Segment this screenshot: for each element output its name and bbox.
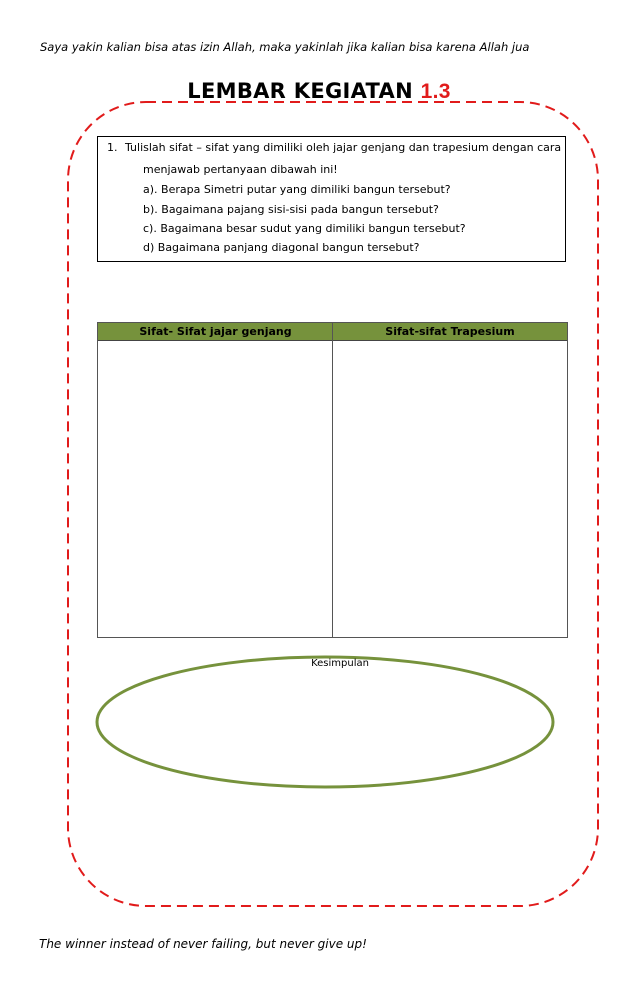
instruction-line: menjawab pertanyaan dibawah ini!	[143, 163, 338, 176]
conclusion-ellipse	[97, 657, 553, 787]
question-d: d) Bagaimana panjang diagonal bangun tersebut?	[143, 241, 420, 254]
title-number: 1.3	[420, 80, 451, 103]
instruction-number: 1.	[107, 141, 118, 154]
table-header-jajar-genjang: Sifat- Sifat jajar genjang	[139, 325, 292, 338]
table-header-trapesium: Sifat-sifat Trapesium	[385, 325, 515, 338]
page-title	[0, 79, 638, 104]
question-c: c). Bagaimana besar sudut yang dimiliki bangun tersebut?	[143, 222, 466, 235]
instruction-line: Tulislah sifat – sifat yang dimiliki oleh jajar genjang dan trapesium dengan cara	[125, 141, 562, 154]
header-quote: Saya yakin kalian bisa atas izin Allah, maka yakinlah jika kalian bisa karena Allah jua	[40, 40, 530, 54]
title-main: LEMBAR KEGIATAN	[187, 79, 413, 103]
question-a: a). Berapa Simetri putar yang dimiliki bangun tersebut?	[143, 183, 451, 196]
conclusion-label: Kesimpulan	[311, 658, 369, 669]
table-column-jajar-genjang	[98, 323, 333, 637]
properties-table	[97, 322, 568, 638]
footer-quote: The winner instead of never failing, but never give up!	[39, 937, 367, 951]
question-b: b). Bagaimana pajang sisi-sisi pada bangun tersebut?	[143, 203, 439, 216]
